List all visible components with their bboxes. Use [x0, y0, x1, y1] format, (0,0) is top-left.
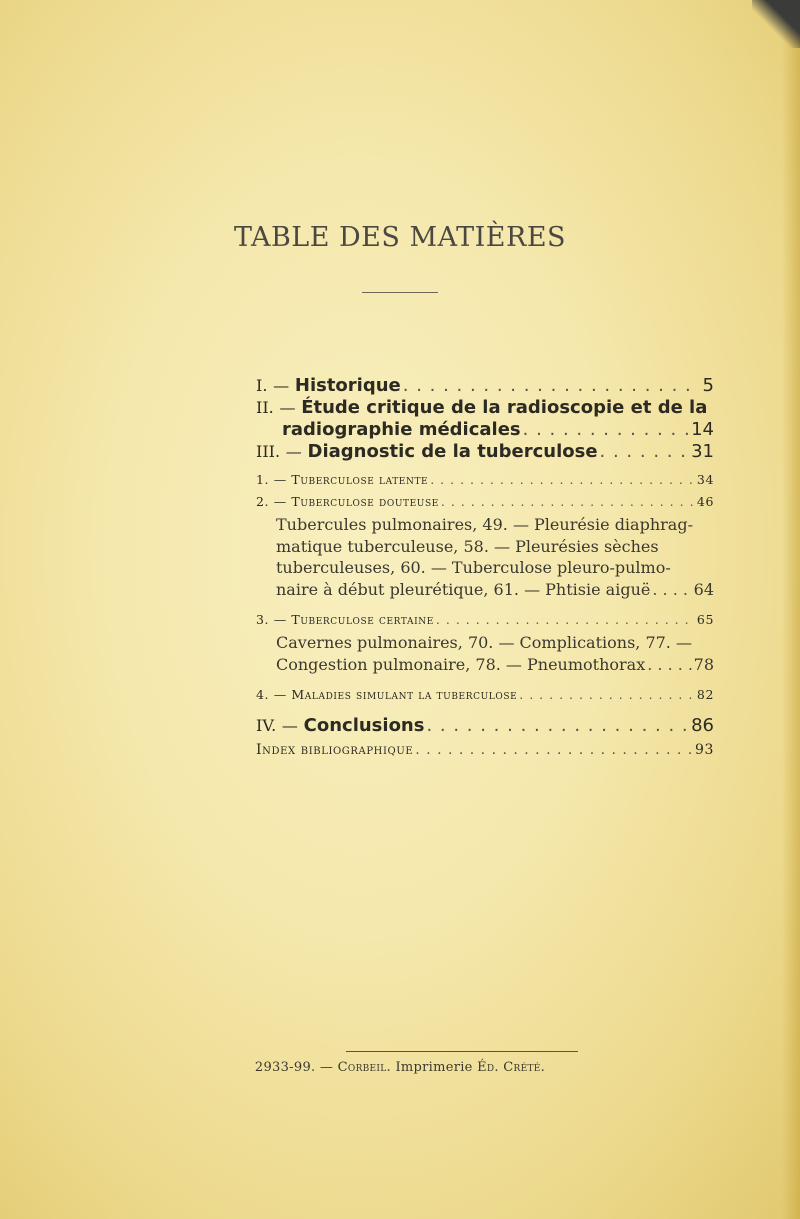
entry-label: Conclusions [303, 715, 425, 736]
printer-name: Éd. Crété. [477, 1060, 546, 1075]
entry-page: 34 [696, 472, 714, 487]
leader-dots [403, 375, 698, 397]
leader-dots [647, 654, 691, 676]
leader-dots [441, 491, 695, 513]
entry-dash: — [273, 494, 287, 509]
toc-entry-conclusions [256, 715, 714, 737]
toc-entry-diagnostic [256, 441, 714, 463]
scan-corner-mark [752, 0, 800, 48]
footer-dash: — [319, 1060, 334, 1075]
print-city: Corbeil. [337, 1060, 391, 1075]
entry-page: 78 [693, 654, 714, 674]
printer-label: Imprimerie [395, 1060, 473, 1075]
entry-dash: — [273, 376, 290, 395]
entry-page: 46 [696, 494, 714, 509]
entry-number: I. [256, 376, 268, 395]
entry-number: 2. [256, 494, 270, 509]
page-title: TABLE DES MATIÈRES [233, 222, 567, 253]
desc-line: naire à début pleurétique, 61. — Phtisie aiguë [276, 579, 651, 599]
entry-number: II. [256, 398, 274, 417]
desc-line: Cavernes pulmonaires, 70. — Complications, 77. — [276, 633, 692, 652]
desc-line: Congestion pulmonaire, 78. — Pneumothorax [276, 654, 646, 674]
toc-entry-index [256, 739, 714, 761]
entry-page: 82 [696, 687, 714, 702]
leader-dots [436, 609, 695, 631]
entry-dash: — [273, 472, 287, 487]
leader-dots [519, 684, 695, 706]
toc-entry-certaine [256, 609, 714, 631]
entry-label: Maladies simulant la tuberculose [291, 687, 518, 702]
entry-page: 93 [694, 742, 714, 758]
leader-dots [426, 715, 689, 737]
entry-dash: — [279, 398, 296, 417]
entry-page: 65 [696, 612, 714, 627]
entry-label: Tuberculose latente [291, 472, 429, 487]
desc-certaine [276, 632, 714, 675]
desc-line: matique tuberculeuse, 58. — Pleurésies sèches [276, 536, 659, 556]
entry-label-continued: radiographie médicales [282, 419, 521, 440]
printer-footer [0, 1060, 800, 1075]
entry-number: III. [256, 442, 281, 461]
entry-label: Diagnostic de la tuberculose [307, 441, 598, 462]
scan-edge [782, 0, 800, 1219]
entry-number: 1. [256, 472, 270, 487]
entry-page: 86 [691, 715, 714, 736]
entry-dash: — [281, 716, 298, 735]
toc-entry-etude-line1 [256, 397, 714, 419]
leader-dots [600, 441, 690, 463]
entry-page: 5 [702, 375, 714, 396]
entry-dash: — [273, 612, 287, 627]
print-code: 2933-99. [254, 1060, 316, 1075]
entry-label: Tuberculose douteuse [291, 494, 439, 509]
leader-dots [430, 469, 695, 491]
toc-entry-douteuse [256, 491, 714, 513]
toc-entry-historique [256, 375, 714, 397]
entry-number: 3. [256, 612, 270, 627]
entry-page: 64 [693, 579, 714, 599]
leader-dots [652, 579, 691, 601]
desc-douteuse [276, 514, 714, 600]
entry-number: IV. [256, 716, 277, 735]
entry-dash: — [273, 687, 287, 702]
entry-number: 4. [256, 687, 270, 702]
entry-label: Tuberculose certaine [291, 612, 434, 627]
entry-page: 14 [691, 419, 714, 440]
desc-line: Tubercules pulmonaires, 49. — Pleurésie diaphrag- [276, 515, 693, 534]
entry-label: Index bibliographique [256, 742, 414, 758]
footer-rule [346, 1051, 578, 1052]
title-rule [362, 292, 438, 293]
entry-label: Étude critique de la radioscopie et de la [301, 397, 708, 418]
toc-entry-latente [256, 469, 714, 491]
toc-entry-maladies [256, 684, 714, 706]
desc-line: tuberculeuses, 60. — Tuberculose pleuro-pulmo- [276, 558, 671, 577]
entry-dash: — [285, 442, 302, 461]
leader-dots [415, 739, 693, 761]
entry-page: 31 [691, 441, 714, 462]
entry-label: Historique [294, 375, 401, 396]
leader-dots [523, 419, 689, 441]
toc-entry-etude-line2 [282, 419, 714, 441]
